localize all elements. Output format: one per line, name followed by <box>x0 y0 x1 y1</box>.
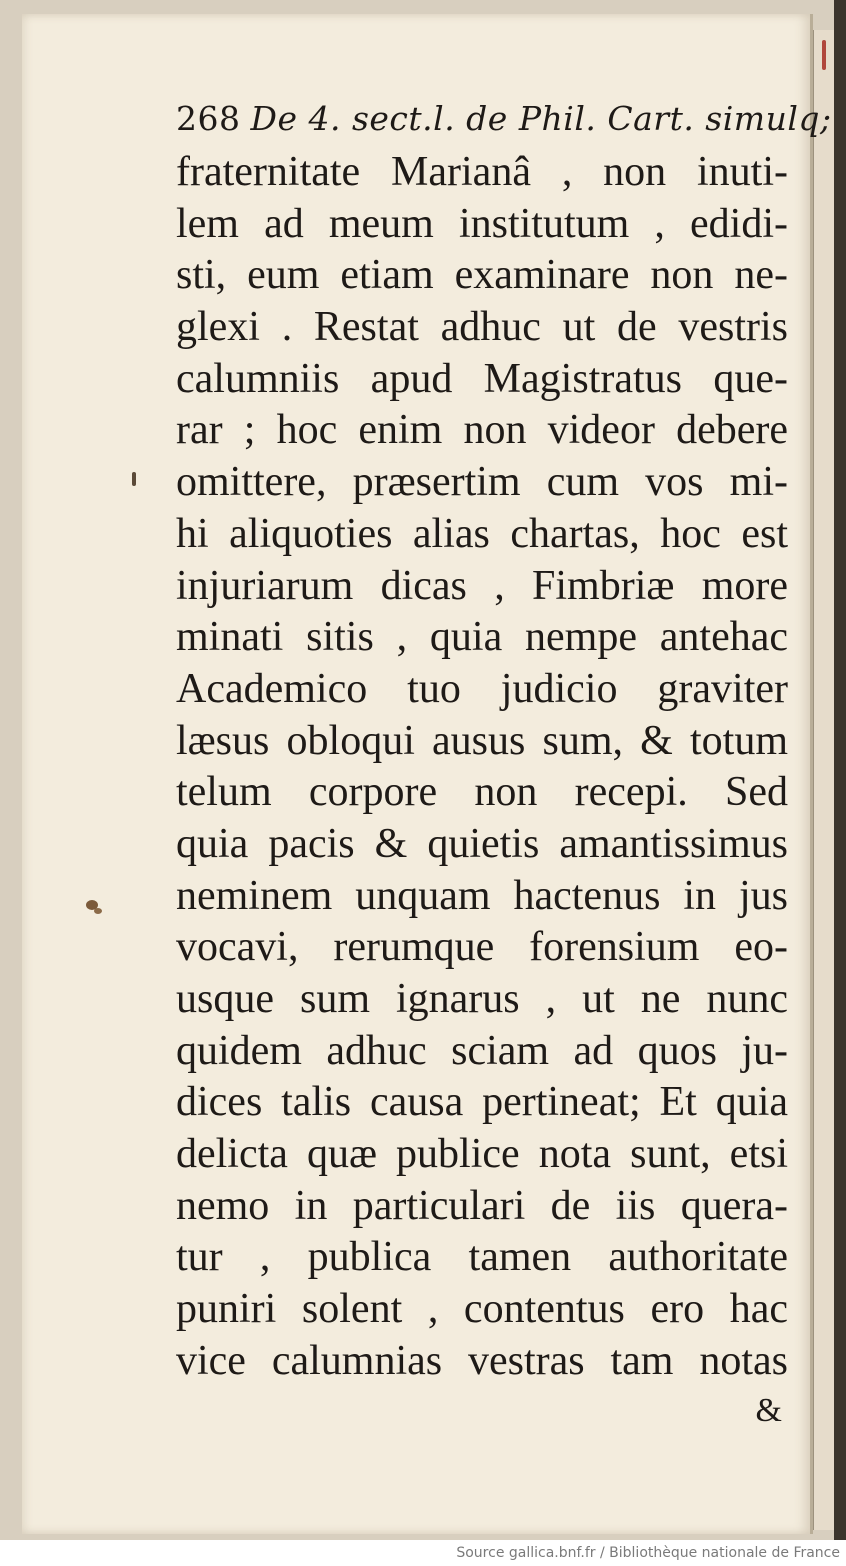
text-line: tur , publica tamen authoritate <box>176 1234 788 1281</box>
text-line: delicta quæ publice nota sunt, etsi <box>176 1131 788 1178</box>
body-text <box>176 147 788 1388</box>
text-line: quia pacis & quietis amantissimus <box>176 820 788 867</box>
text-line: nemo in particulari de iis quera- <box>176 1182 788 1229</box>
text-line: dices talis causa pertineat; Et quia <box>176 1079 788 1126</box>
text-line: Academico tuo judicio graviter <box>176 665 788 712</box>
text-line: sti, eum etiam examinare non ne- <box>176 252 788 299</box>
source-attribution: Source gallica.bnf.fr / Bibliothèque nationale de France <box>0 1541 840 1566</box>
text-line: vice calumnias vestras tam notas <box>176 1337 788 1384</box>
next-page-edge <box>812 30 836 1530</box>
text-line: minati sitis , quia nempe antehac <box>176 614 788 661</box>
page-edge-mark <box>822 40 826 70</box>
text-line: puniri solent , contentus ero hac <box>176 1286 788 1333</box>
text-line: fraternitate Marianâ , non inuti- <box>176 149 788 195</box>
margin-mark <box>132 472 136 486</box>
running-head <box>176 95 832 147</box>
running-title: De 4. sect.l. de Phil. Cart. simulq; <box>250 99 832 138</box>
text-line: læsus obloqui ausus sum, & totum <box>176 717 788 764</box>
text-line: rar ; hoc enim non videor debere <box>176 407 788 454</box>
text-line: telum corpore non recepi. Sed <box>176 769 788 816</box>
text-line: omittere, præsertim cum vos mi- <box>176 459 788 506</box>
text-line: vocavi, rerumque forensium eo- <box>176 924 788 971</box>
paper-stain <box>86 900 98 910</box>
text-line: usque sum ignarus , ut ne nunc <box>176 976 788 1022</box>
text-line: calumniis apud Magistratus que- <box>176 355 788 402</box>
text-line: glexi . Restat adhuc ut de vestris <box>176 304 788 351</box>
text-line: injuriarum dicas , Fimbriæ more <box>176 562 788 609</box>
catchword: & <box>755 1391 782 1429</box>
book-edge-shadow <box>834 0 846 1540</box>
text-line: lem ad meum institutum , edidi- <box>176 200 788 247</box>
page-text <box>176 95 832 1434</box>
text-line: neminem unquam hactenus in jus <box>176 872 788 919</box>
text-line: quidem adhuc sciam ad quos ju- <box>176 1027 788 1074</box>
text-line: hi aliquoties alias chartas, hoc est <box>176 510 788 557</box>
page-number: 268 <box>176 99 241 138</box>
